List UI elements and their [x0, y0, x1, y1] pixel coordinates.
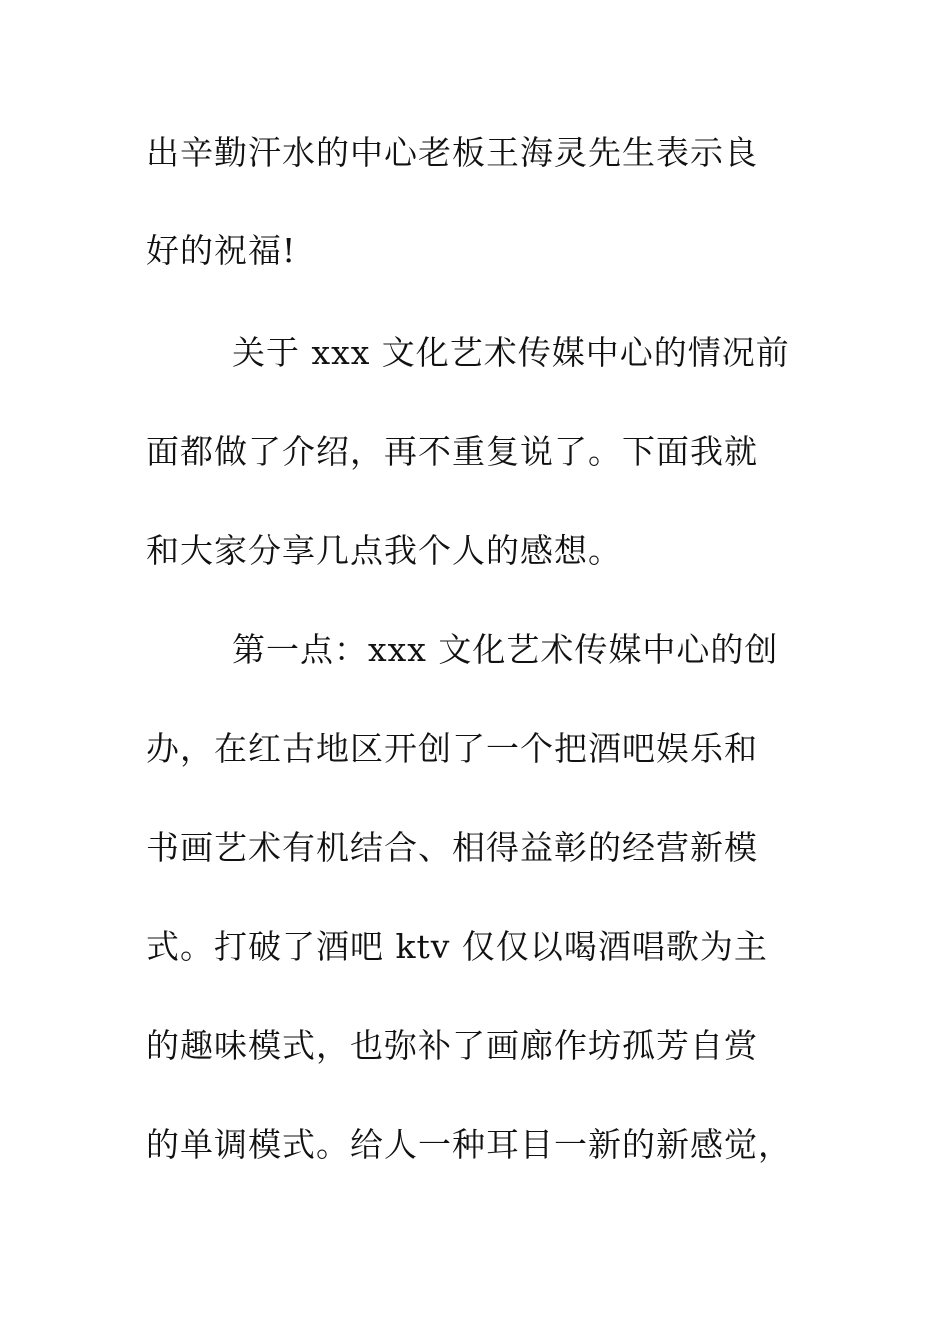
text-line: 书画艺术有机结合、相得益彰的经营新模: [146, 828, 758, 867]
text-line: 面都做了介绍，再不重复说了。下面我就: [146, 432, 758, 471]
text-line: 好的祝福!: [146, 231, 297, 270]
paragraph-first-line: 第一点：xxx 文化艺术传媒中心的创: [232, 630, 779, 669]
text-line: 式。打破了酒吧 ktv 仅仅以喝酒唱歌为主: [146, 927, 768, 966]
text-line: 出辛勤汗水的中心老板王海灵先生表示良: [146, 133, 758, 172]
text-line: 的趣味模式，也弥补了画廊作坊孤芳自赏: [146, 1026, 758, 1065]
text-line: 办，在红古地区开创了一个把酒吧娱乐和: [146, 729, 758, 768]
text-line: 和大家分享几点我个人的感想。: [146, 531, 622, 570]
text-line: 的单调模式。给人一种耳目一新的新感觉，: [146, 1125, 792, 1164]
paragraph-first-line: 关于 xxx 文化艺术传媒中心的情况前: [232, 333, 790, 372]
